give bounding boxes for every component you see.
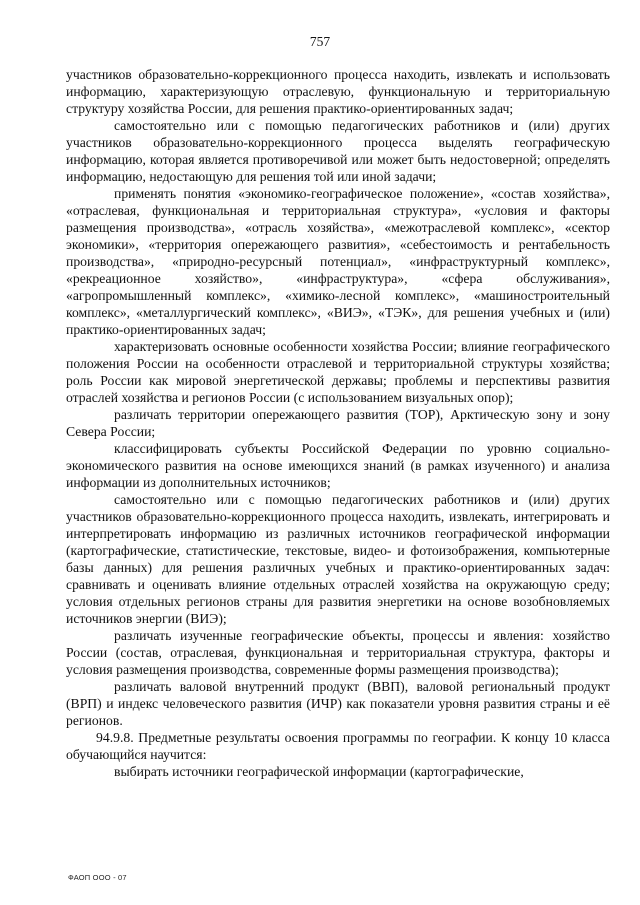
- paragraph: самостоятельно или с помощью педагогических работников и (или) других участников образовательно-коррекционного процесса находить, извлекать, интегрировать и интерпретировать информацию из различных источников географической информации (картографические, статистические, текстовые, видео- и фотоизображения, компьютерные базы данных) для решения различных учебных и практико-ориентированных задач: сравнивать и оценивать влияние отдельных отраслей хозяйства на окружающую среду; условия отдельных регионов страны для развития энергетики на основе возобновляемых источников энергии (ВИЭ);: [66, 492, 610, 626]
- paragraph: классифицировать субъекты Российской Федерации по уровню социально-экономического развития на основе имеющихся знаний (в рамках изученного) и анализа информации из дополнительных источников;: [66, 441, 610, 490]
- document-body: [66, 66, 610, 780]
- paragraph: применять понятия «экономико-географическое положение», «состав хозяйства», «отраслевая, функциональная и территориальная структура», «условия и факторы размещения производства», «отрасль хозяйства», «межотраслевой комплекс», «сектор экономики», «территория опережающего развития», «себестоимость и рентабельность производства», «природно-ресурсный потенциал», «инфраструктурный комплекс», «рекреационное хозяйство», «инфраструктура», «сфера обслуживания», «агропромышленный комплекс», «химико-лесной комплекс», «машиностроительный комплекс», «металлургический комплекс», «ВИЭ», «ТЭК», для решения учебных и (или) практико-ориентированных задач;: [66, 186, 610, 337]
- paragraph: различать изученные географические объекты, процессы и явления: хозяйство России (состав, отраслевая, функциональная и территориальная структура, факторы и условия размещения производства, современные формы размещения производства);: [66, 628, 610, 677]
- paragraph: выбирать источники географической информации (картографические,: [114, 764, 524, 779]
- paragraph: различать валовой внутренний продукт (ВВП), валовой региональный продукт (ВРП) и индекс человеческого развития (ИЧР) как показатели уровня развития страны и её регионов.: [66, 679, 610, 728]
- page-number: 757: [309, 34, 331, 49]
- paragraph: самостоятельно или с помощью педагогических работников и (или) других участников образовательно-коррекционного процесса выделять географическую информацию, которая является противоречивой или может быть недостоверной; определять информацию, недостающую для решения той или иной задачи;: [66, 118, 610, 184]
- paragraph: различать территории опережающего развития (ТОР), Арктическую зону и зону Севера России;: [66, 407, 610, 439]
- paragraph: характеризовать основные особенности хозяйства России; влияние географического положения России на особенности отраслевой и территориальной структуры хозяйства; роль России как мировой энергетической державы; проблемы и перспективы развития отраслей хозяйства и регионов России (с использованием визуальных опор);: [66, 339, 610, 405]
- paragraph: участников образовательно-коррекционного процесса находить, извлекать и использовать информацию, характеризующую отраслевую, функциональную и территориальную структуру хозяйства России, для решения практико-ориентированных задач;: [66, 67, 610, 116]
- document-footer-code: ФАОП ООО - 07: [68, 873, 127, 882]
- section-heading-paragraph: 94.9.8. Предметные результаты освоения программы по географии. К концу 10 класса обучающийся научится:: [66, 730, 610, 762]
